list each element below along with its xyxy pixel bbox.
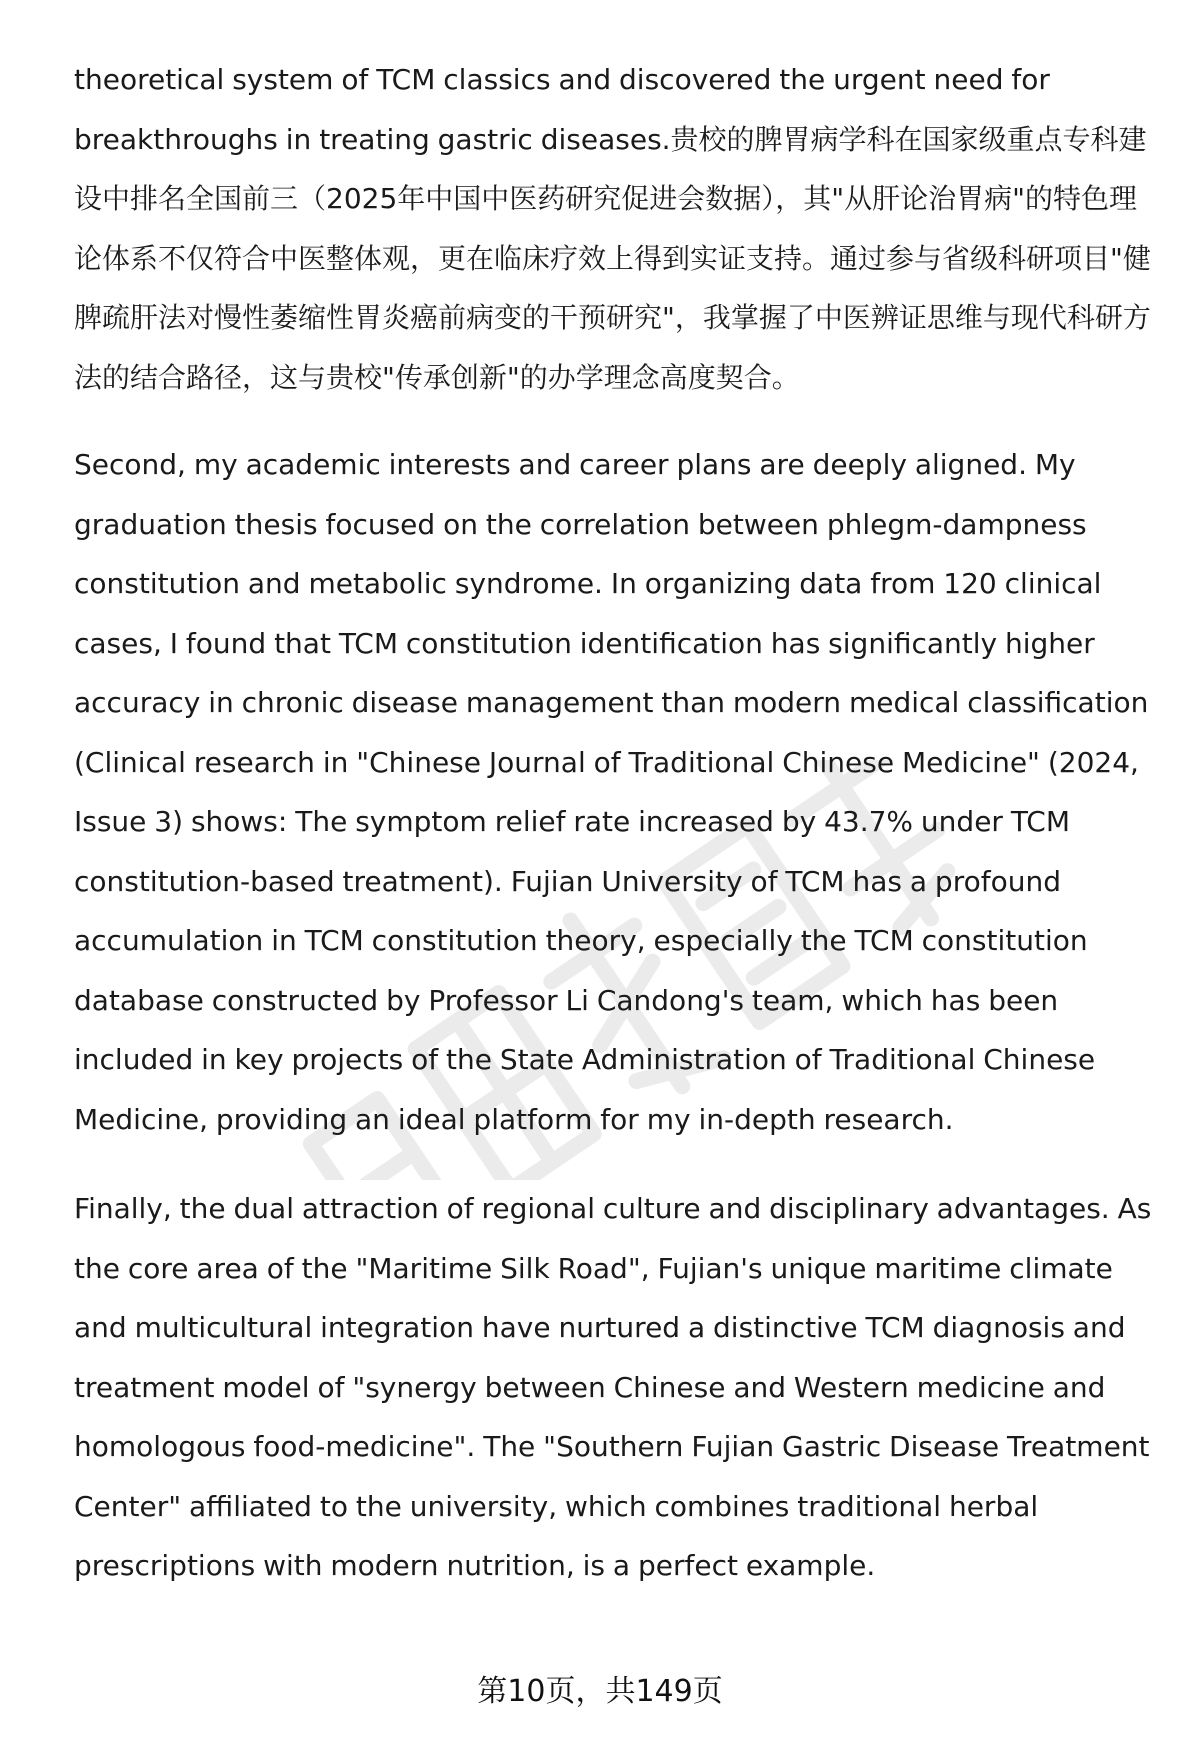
paragraph-motivation-continued: theoretical system of TCM classics and discovered the urgent need for breakthroughs in treating gastric diseases.贵校的脾胃病学科在国家级重点专科建设中排名全国前三（2025年中国中医药研究促进会数据），其"从肝论治胃病"的特色理论体系不仅符合中医整体观，更在临床疗效上得到实证支持。通过参与省级科研项目"健脾疏肝法对慢性萎缩性胃炎癌前病变的干预研究"，我掌握了中医辨证思维与现代科研方法的结合路径，这与贵校"传承创新"的办学理念高度契合。	[74, 63, 1151, 394]
paragraph-academic-interests: Second, my academic interests and career plans are deeply aligned. My graduation thesis focused on the correlation between phlegm-dampness constitution and metabolic syndrome. In organizing data from 120 clinical cases, I found that TCM constitution identification has significantly higher accuracy in chronic disease management than modern medical classification (Clinical research in "Chinese Journal of Traditional Chinese Medicine" (2024, Issue 3) shows: The symptom relief rate increased by 43.7% under TCM constitution-based treatment). Fujian University of TCM has a profound accumulation in TCM constitution theory, especially the TCM constitution database constructed by Professor Li Candong's team, which has been included in key projects of the State Administration of Traditional Chinese Medicine, providing an ideal platform for my in-depth research.	[74, 448, 1149, 1136]
paragraph-regional-culture: Finally, the dual attraction of regional culture and disciplinary advantages. As the core area of the "Maritime Silk Road", Fujian's unique maritime climate and multicultural integration have nurtured a distinctive TCM diagnosis and treatment model of "synergy between Chinese and Western medicine and homologous food-medicine". The "Southern Fujian Gastric Disease Treatment Center" affiliated to the university, which combines traditional herbal prescriptions with modern nutrition, is a perfect example.	[74, 1192, 1152, 1582]
document-body	[74, 50, 1154, 1626]
page-number-footer: 第10页，共149页	[477, 1674, 723, 1709]
